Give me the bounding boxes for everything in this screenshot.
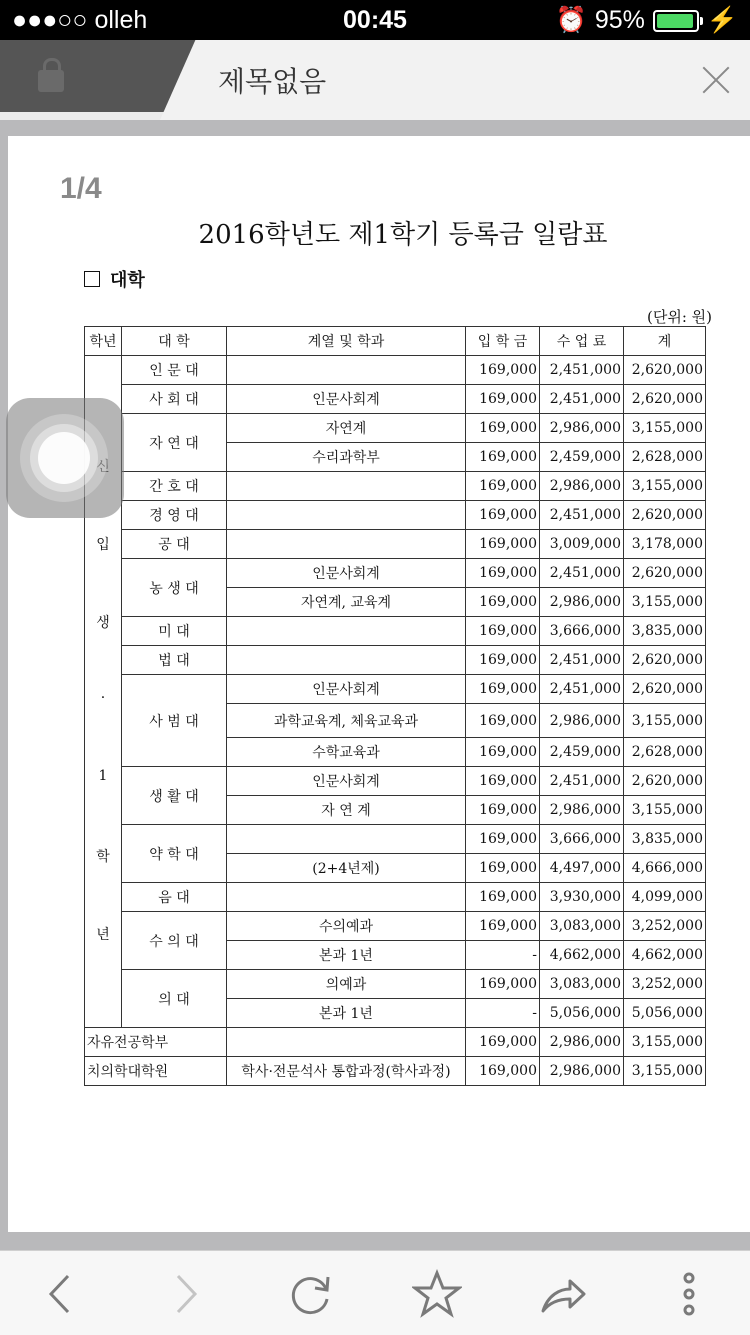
total-cell: 2,628,000 (624, 443, 706, 472)
total-cell: 3,155,000 (624, 796, 706, 825)
total-cell: 3,155,000 (624, 414, 706, 443)
grade-char: · (100, 690, 106, 706)
total-cell: 2,620,000 (624, 385, 706, 414)
dept-cell: 자연계, 교육계 (227, 588, 466, 617)
total-cell: 3,835,000 (624, 617, 706, 646)
tuition-cell: 2,459,000 (540, 738, 624, 767)
admission-cell: 169,000 (466, 675, 540, 704)
table-row (85, 883, 706, 912)
tuition-cell: 2,986,000 (540, 1028, 624, 1057)
total-cell: 2,620,000 (624, 559, 706, 588)
total-cell: 2,620,000 (624, 646, 706, 675)
tuition-cell: 5,056,000 (540, 999, 624, 1028)
total-cell: 4,662,000 (624, 941, 706, 970)
admission-cell: 169,000 (466, 912, 540, 941)
total-cell: 3,835,000 (624, 825, 706, 854)
admission-cell: 169,000 (466, 443, 540, 472)
admission-cell: 169,000 (466, 704, 540, 738)
back-icon[interactable] (36, 1269, 86, 1319)
column-header: 계열 및 학과 (227, 327, 466, 356)
reload-icon[interactable] (286, 1269, 336, 1319)
dept-cell (227, 883, 466, 912)
admission-cell: - (466, 941, 540, 970)
dept-cell: (2+4년제) (227, 854, 466, 883)
admission-cell: 169,000 (466, 1057, 540, 1086)
column-header: 계 (624, 327, 706, 356)
dept-cell: 수리과학부 (227, 443, 466, 472)
table-row (85, 472, 706, 501)
table-row (85, 970, 706, 999)
grade-char: 학 (96, 849, 110, 865)
star-icon[interactable] (412, 1269, 462, 1319)
table-row (85, 530, 706, 559)
college-cell: 자유전공학부 (85, 1028, 227, 1057)
column-header: 수 업 료 (540, 327, 624, 356)
college-cell: 경 영 대 (122, 501, 227, 530)
table-row (85, 617, 706, 646)
admission-cell: 169,000 (466, 559, 540, 588)
tuition-cell: 2,451,000 (540, 559, 624, 588)
assist-ring-inner (38, 432, 90, 484)
admission-cell: 169,000 (466, 970, 540, 999)
dept-cell (227, 1028, 466, 1057)
college-cell: 음 대 (122, 883, 227, 912)
tuition-cell: 2,986,000 (540, 1057, 624, 1086)
total-cell: 3,155,000 (624, 704, 706, 738)
table-row (85, 501, 706, 530)
total-cell: 4,099,000 (624, 883, 706, 912)
college-cell: 법 대 (122, 646, 227, 675)
column-header: 학년 (85, 327, 122, 356)
tuition-cell: 3,930,000 (540, 883, 624, 912)
tuition-cell: 3,083,000 (540, 970, 624, 999)
table-row (85, 385, 706, 414)
total-cell: 3,155,000 (624, 1028, 706, 1057)
assistive-touch-button[interactable] (6, 398, 124, 518)
battery-percent: 95% (594, 6, 645, 34)
grade-char: 생 (96, 615, 110, 631)
dept-cell: 인문사회계 (227, 767, 466, 796)
total-cell: 5,056,000 (624, 999, 706, 1028)
admission-cell: 169,000 (466, 385, 540, 414)
total-cell: 2,620,000 (624, 356, 706, 385)
dept-cell (227, 530, 466, 559)
dept-cell (227, 825, 466, 854)
forward-icon[interactable] (160, 1269, 210, 1319)
total-cell: 3,178,000 (624, 530, 706, 559)
college-cell: 미 대 (122, 617, 227, 646)
total-cell: 2,620,000 (624, 767, 706, 796)
column-header: 입 학 금 (466, 327, 540, 356)
tuition-cell: 3,083,000 (540, 912, 624, 941)
alarm-icon: ⏰ (555, 6, 587, 34)
clock: 00:45 (343, 6, 407, 34)
admission-cell: 169,000 (466, 356, 540, 385)
dept-cell: 자 연 계 (227, 796, 466, 825)
close-icon[interactable] (698, 62, 734, 98)
checkbox-icon (84, 271, 100, 287)
tuition-cell: 2,986,000 (540, 588, 624, 617)
status-bar (0, 0, 750, 40)
share-icon[interactable] (538, 1269, 588, 1319)
dept-cell: 인문사회계 (227, 559, 466, 588)
document-page[interactable] (8, 136, 750, 1232)
college-cell: 사 회 대 (122, 385, 227, 414)
college-cell: 생 활 대 (122, 767, 227, 825)
total-cell: 3,252,000 (624, 912, 706, 941)
dept-cell (227, 356, 466, 385)
college-cell: 자 연 대 (122, 414, 227, 472)
tuition-cell: 2,451,000 (540, 675, 624, 704)
total-cell: 3,155,000 (624, 588, 706, 617)
fee-table (84, 326, 706, 1086)
table-row (85, 559, 706, 588)
dept-cell: 인문사회계 (227, 675, 466, 704)
college-cell: 인 문 대 (122, 356, 227, 385)
college-cell: 치의학대학원 (85, 1057, 227, 1086)
total-cell: 2,628,000 (624, 738, 706, 767)
tuition-cell: 2,986,000 (540, 704, 624, 738)
admission-cell: 169,000 (466, 501, 540, 530)
table-row (85, 912, 706, 941)
tuition-cell: 4,662,000 (540, 941, 624, 970)
table-row (85, 414, 706, 443)
page-indicator: 1/4 (60, 172, 102, 205)
page-title: 제목없음 (218, 65, 327, 98)
college-cell: 사 범 대 (122, 675, 227, 767)
tuition-cell: 3,666,000 (540, 617, 624, 646)
college-cell: 농 생 대 (122, 559, 227, 617)
grade-char: 입 (96, 537, 110, 553)
dept-cell: 수의예과 (227, 912, 466, 941)
admission-cell: 169,000 (466, 738, 540, 767)
admission-cell: 169,000 (466, 796, 540, 825)
dept-cell: 본과 1년 (227, 999, 466, 1028)
total-cell: 4,666,000 (624, 854, 706, 883)
admission-cell: 169,000 (466, 1028, 540, 1057)
grade-char: 1 (98, 768, 108, 784)
college-cell: 간 호 대 (122, 472, 227, 501)
admission-cell: 169,000 (466, 588, 540, 617)
table-row (85, 646, 706, 675)
college-cell: 공 대 (122, 530, 227, 559)
total-cell: 2,620,000 (624, 501, 706, 530)
dept-cell (227, 501, 466, 530)
more-icon[interactable] (664, 1269, 714, 1319)
table-row (85, 1028, 706, 1057)
dept-cell (227, 617, 466, 646)
total-cell: 3,155,000 (624, 1057, 706, 1086)
tuition-cell: 2,986,000 (540, 472, 624, 501)
battery-icon (653, 10, 699, 32)
college-cell: 의 대 (122, 970, 227, 1028)
tuition-cell: 2,986,000 (540, 796, 624, 825)
tuition-cell: 2,451,000 (540, 767, 624, 796)
dept-cell: 인문사회계 (227, 385, 466, 414)
table-header (85, 327, 706, 356)
tab-bar (0, 40, 750, 120)
table-row (85, 1057, 706, 1086)
column-header: 대 학 (122, 327, 227, 356)
table-row (85, 825, 706, 854)
dept-cell: 과학교육계, 체육교육과 (227, 704, 466, 738)
status-right (556, 6, 738, 35)
tuition-cell: 2,451,000 (540, 356, 624, 385)
dept-cell (227, 472, 466, 501)
dept-cell: 학사·전문석사 통합과정(학사과정) (227, 1057, 466, 1086)
dept-cell: 자연계 (227, 414, 466, 443)
dept-cell: 의예과 (227, 970, 466, 999)
admission-cell: 169,000 (466, 530, 540, 559)
dept-cell (227, 646, 466, 675)
total-cell: 3,252,000 (624, 970, 706, 999)
lock-icon (38, 70, 64, 92)
unit-label: (단위: 원) (647, 308, 712, 326)
section-heading (84, 266, 145, 292)
tuition-cell: 2,986,000 (540, 414, 624, 443)
college-cell: 약 학 대 (122, 825, 227, 883)
admission-cell: 169,000 (466, 617, 540, 646)
table-row (85, 356, 706, 385)
tuition-cell: 2,451,000 (540, 385, 624, 414)
college-cell: 수 의 대 (122, 912, 227, 970)
document-title: 2016학년도 제1학기 등록금 일람표 (198, 220, 608, 250)
tuition-cell: 2,451,000 (540, 501, 624, 530)
tuition-cell: 3,666,000 (540, 825, 624, 854)
admission-cell: - (466, 999, 540, 1028)
dept-cell: 수학교육과 (227, 738, 466, 767)
tuition-cell: 4,497,000 (540, 854, 624, 883)
dept-cell: 본과 1년 (227, 941, 466, 970)
section-label: 대학 (110, 270, 145, 291)
admission-cell: 169,000 (466, 767, 540, 796)
tuition-cell: 3,009,000 (540, 530, 624, 559)
tuition-cell: 2,459,000 (540, 443, 624, 472)
carrier-label: ●●●○○ olleh (12, 6, 148, 34)
admission-cell: 169,000 (466, 825, 540, 854)
admission-cell: 169,000 (466, 854, 540, 883)
grade-char: 년 (96, 927, 110, 943)
admission-cell: 169,000 (466, 472, 540, 501)
tuition-cell: 2,451,000 (540, 646, 624, 675)
battery-fill (657, 14, 693, 28)
admission-cell: 169,000 (466, 883, 540, 912)
bottom-toolbar (0, 1250, 750, 1335)
table-row (85, 675, 706, 704)
admission-cell: 169,000 (466, 414, 540, 443)
table-row (85, 767, 706, 796)
charging-icon: ⚡ (706, 6, 738, 34)
total-cell: 2,620,000 (624, 675, 706, 704)
total-cell: 3,155,000 (624, 472, 706, 501)
admission-cell: 169,000 (466, 646, 540, 675)
